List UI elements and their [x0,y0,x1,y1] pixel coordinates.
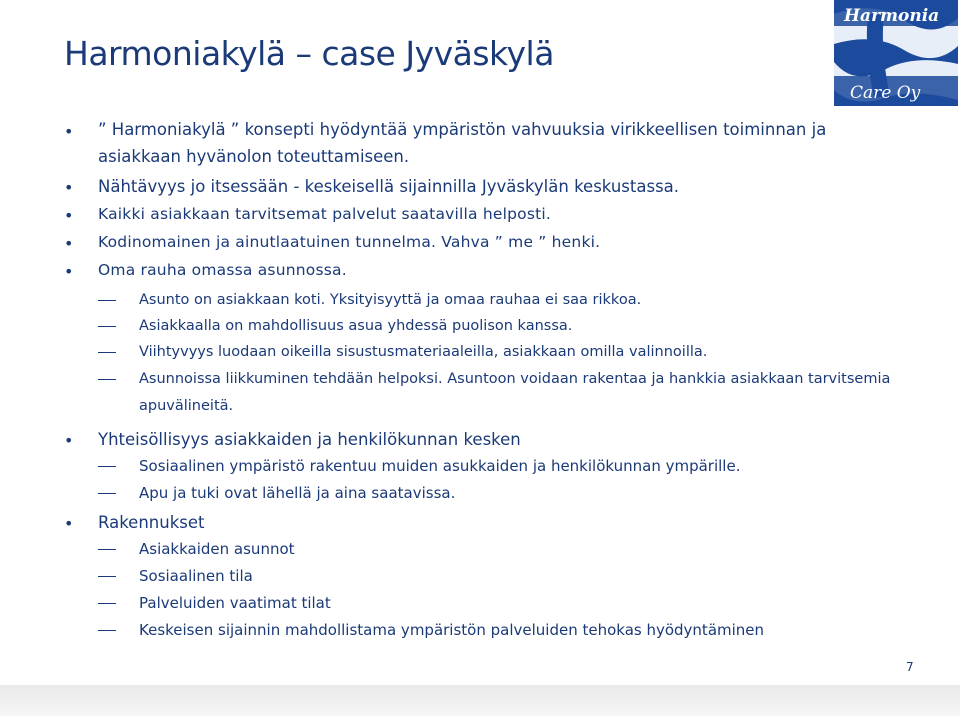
bullet-dot: • [64,206,74,225]
bullet-1-line-2: asiakkaan hyvänolon toteuttamiseen. [98,147,410,166]
page-number: 7 [906,660,914,674]
bullet-7-sub-2: Sosiaalinen tila [139,567,253,585]
dash-marker [98,630,116,631]
logo-text-care-oy: Care Oy [850,83,921,103]
bullet-4: Kodinomainen ja ainutlaatuinen tunnelma. Vahva ” me ” henki. [98,233,601,251]
bullet-dot: • [64,262,74,281]
bullet-dot: • [64,234,74,253]
bullet-dot: • [64,178,74,197]
dash-marker [98,466,116,467]
bullet-6-sub-2: Apu ja tuki ovat lähellä ja aina saatavissa. [139,484,456,502]
bullet-dot: • [64,122,74,141]
bullet-2: Nähtävyys jo itsessään - keskeisellä sijainnilla Jyväskylän keskustassa. [98,177,680,196]
bullet-5: Oma rauha omassa asunnossa. [98,261,347,279]
bullet-5-sub-2: Asiakkaalla on mahdollisuus asua yhdessä puolison kanssa. [139,318,573,334]
bullet-7-sub-3: Palveluiden vaatimat tilat [139,594,331,612]
bullet-dot: • [64,431,74,450]
bullet-6: Yhteisöllisyys asiakkaiden ja henkilökunnan kesken [98,430,521,449]
bullet-3: Kaikki asiakkaan tarvitsemat palvelut saatavilla helposti. [98,205,552,223]
dash-marker [98,352,116,353]
bullet-5-sub-4: Asunnoissa liikkuminen tehdään helpoksi. Asuntoon voidaan rakentaa ja hankkia asiakkaan tarvitsemia [139,371,891,387]
footer-bar [0,685,960,716]
dash-marker [98,603,116,604]
bullet-7-sub-4: Keskeisen sijainnin mahdollistama ympäristön palveluiden tehokas hyödyntäminen [139,621,765,639]
dash-marker [98,326,116,327]
bullet-5-sub-1: Asunto on asiakkaan koti. Yksityisyyttä ja omaa rauhaa ei saa rikkoa. [139,292,642,308]
bullet-5-sub-5-line-1: apuvälineitä. [139,398,234,414]
dash-marker [98,379,116,380]
bullet-5-sub-3: Viihtyvyys luodaan oikeilla sisustusmateriaaleilla, asiakkaan omilla valinnoilla. [139,344,708,360]
bullet-dot: • [64,514,74,533]
logo-text-harmonia: Harmonia [844,6,940,26]
dash-marker [98,576,116,577]
slide-title: Harmoniakylä – case Jyväskylä [64,34,554,73]
bullet-6-sub-1: Sosiaalinen ympäristö rakentuu muiden asukkaiden ja henkilökunnan ympärille. [139,457,741,475]
dash-marker [98,549,116,550]
dash-marker [98,300,116,301]
bullet-1-line-1: ” Harmoniakylä ” konsepti hyödyntää ympäristön vahvuuksia virikkeellisen toiminnan ja [98,120,827,139]
bullet-7-sub-1: Asiakkaiden asunnot [139,540,295,558]
bullet-7: Rakennukset [98,513,205,532]
dash-marker [98,493,116,494]
